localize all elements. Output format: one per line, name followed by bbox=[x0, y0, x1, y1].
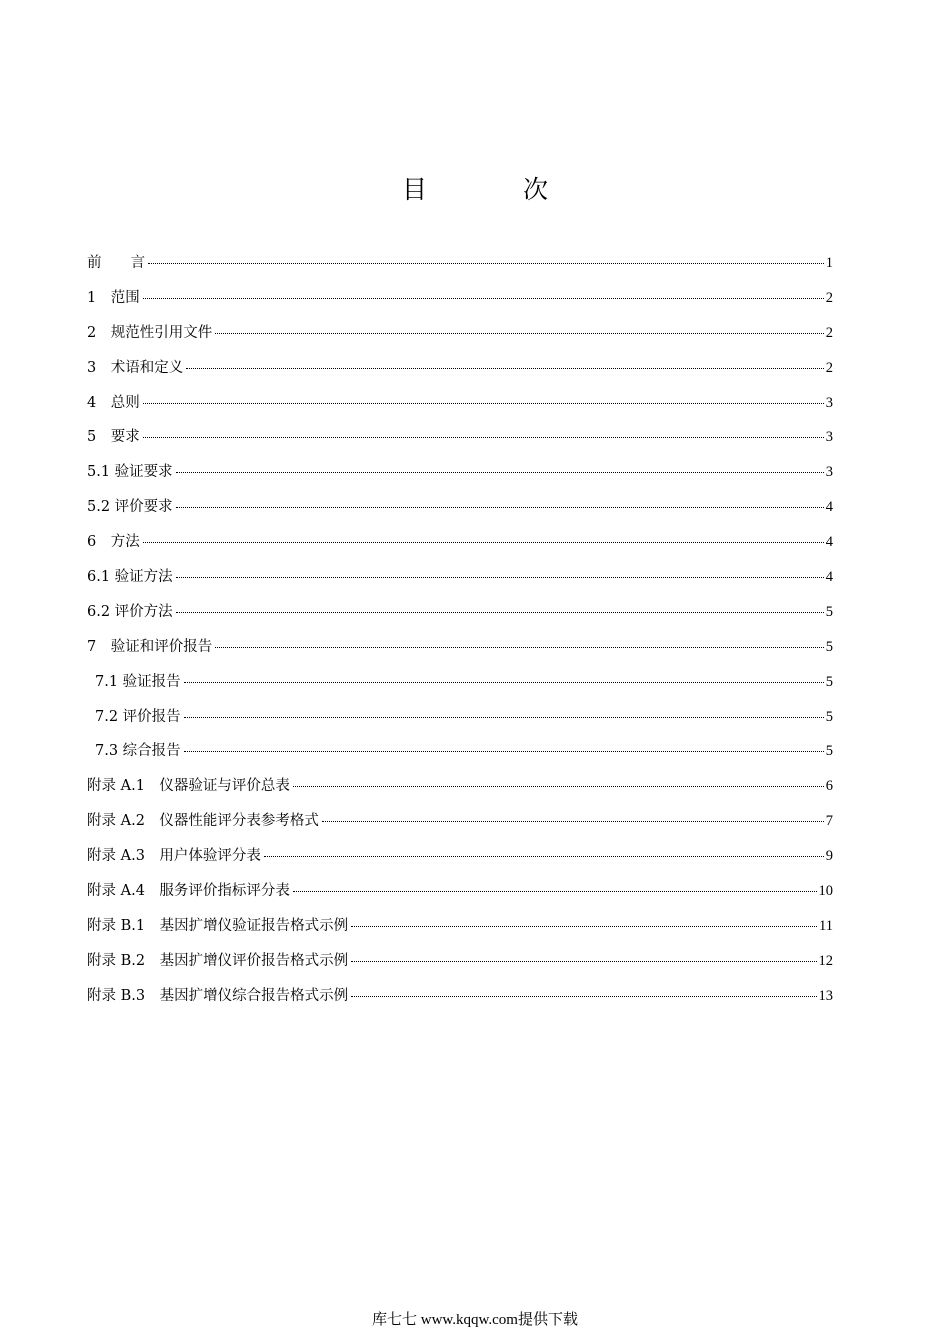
toc-entry-appendix-b2[interactable] bbox=[87, 948, 833, 983]
toc-entry-label: 7 验证和评价报告 bbox=[87, 638, 213, 655]
toc-page-number: 3 bbox=[825, 429, 833, 446]
toc-page-number: 5 bbox=[825, 673, 833, 690]
toc-entry-appendix-a2[interactable] bbox=[87, 808, 833, 843]
toc-page-number: 5 bbox=[825, 743, 833, 760]
toc-entry-2[interactable] bbox=[87, 320, 833, 355]
dot-leader bbox=[351, 996, 816, 997]
toc-entry-label: 附录 A.4 服务评价指标评分表 bbox=[87, 883, 290, 900]
toc-entry-appendix-b1[interactable] bbox=[87, 913, 833, 948]
toc-page-number: 13 bbox=[818, 987, 833, 1004]
toc-page-number: 12 bbox=[818, 952, 833, 969]
toc-page-number: 7 bbox=[825, 813, 833, 830]
table-of-contents bbox=[87, 250, 833, 1018]
dot-leader bbox=[184, 717, 824, 718]
toc-page-number: 4 bbox=[825, 499, 833, 516]
toc-entry-label: 前 言 bbox=[87, 255, 145, 271]
toc-entry-label: 4 总则 bbox=[87, 394, 140, 411]
toc-entry-appendix-a4[interactable] bbox=[87, 878, 833, 913]
toc-entry-4[interactable] bbox=[87, 390, 833, 425]
toc-entry-5[interactable] bbox=[87, 424, 833, 459]
toc-page-number: 6 bbox=[825, 778, 833, 795]
toc-page-number: 5 bbox=[825, 638, 833, 655]
dot-leader bbox=[293, 891, 817, 892]
toc-entry-label: 附录 B.3 基因扩增仪综合报告格式示例 bbox=[87, 987, 349, 1004]
dot-leader bbox=[143, 437, 824, 438]
toc-page-number: 4 bbox=[825, 534, 833, 551]
dot-leader bbox=[351, 961, 816, 962]
toc-entry-6-1[interactable] bbox=[87, 564, 833, 599]
toc-page-number: 2 bbox=[825, 324, 833, 341]
toc-entry-label: 6.2 评价方法 bbox=[87, 603, 173, 620]
dot-leader bbox=[143, 403, 824, 404]
page-title: 目 次 bbox=[402, 175, 592, 204]
toc-entry-label: 1 范围 bbox=[87, 289, 140, 306]
toc-entry-label: 附录 B.1 基因扩增仪验证报告格式示例 bbox=[87, 917, 349, 934]
toc-entry-6[interactable] bbox=[87, 529, 833, 564]
dot-leader bbox=[176, 577, 824, 578]
toc-entry-label: 5.1 验证要求 bbox=[87, 464, 173, 481]
toc-entry-1[interactable] bbox=[87, 285, 833, 320]
toc-entry-7-3[interactable] bbox=[87, 738, 833, 773]
toc-entry-label: 5.2 评价要求 bbox=[87, 499, 173, 516]
toc-entry-appendix-b3[interactable] bbox=[87, 983, 833, 1018]
toc-entry-label: 附录 B.2 基因扩增仪评价报告格式示例 bbox=[87, 952, 349, 969]
toc-page-number: 1 bbox=[825, 255, 833, 271]
toc-page-number: 4 bbox=[825, 569, 833, 586]
toc-entry-label: 附录 A.1 仪器验证与评价总表 bbox=[87, 778, 290, 795]
dot-leader bbox=[322, 821, 824, 822]
toc-entry-label: 2 规范性引用文件 bbox=[87, 324, 213, 341]
toc-entry-3[interactable] bbox=[87, 355, 833, 390]
dot-leader bbox=[176, 472, 824, 473]
toc-page-number: 2 bbox=[825, 289, 833, 306]
toc-entry-6-2[interactable] bbox=[87, 599, 833, 634]
dot-leader bbox=[184, 751, 824, 752]
dot-leader bbox=[293, 786, 824, 787]
toc-entry-label: 7.3 综合报告 bbox=[95, 743, 181, 760]
toc-entry-7-1[interactable] bbox=[87, 669, 833, 704]
dot-leader bbox=[186, 368, 824, 369]
toc-page-number: 10 bbox=[818, 883, 833, 900]
toc-entry-label: 6 方法 bbox=[87, 534, 140, 551]
dot-leader bbox=[215, 333, 824, 334]
footer-watermark: 库七七 www.kqqw.com提供下载 bbox=[372, 1312, 578, 1328]
toc-entry-label: 附录 A.2 仪器性能评分表参考格式 bbox=[87, 813, 319, 830]
toc-page-number: 11 bbox=[819, 917, 833, 934]
toc-entry-label: 5 要求 bbox=[87, 429, 140, 446]
toc-entry-5-1[interactable] bbox=[87, 459, 833, 494]
dot-leader bbox=[148, 263, 824, 264]
toc-entry-foreword[interactable] bbox=[87, 250, 833, 285]
toc-entry-7[interactable] bbox=[87, 634, 833, 669]
toc-entry-appendix-a1[interactable] bbox=[87, 773, 833, 808]
toc-entry-label: 7.1 验证报告 bbox=[95, 673, 181, 690]
toc-page-number: 5 bbox=[825, 708, 833, 725]
dot-leader bbox=[176, 612, 824, 613]
toc-page-number: 5 bbox=[825, 603, 833, 620]
toc-page-number: 9 bbox=[825, 848, 833, 865]
toc-entry-label: 3 术语和定义 bbox=[87, 359, 184, 376]
dot-leader bbox=[351, 926, 817, 927]
toc-entry-5-2[interactable] bbox=[87, 494, 833, 529]
toc-entry-label: 6.1 验证方法 bbox=[87, 569, 173, 586]
dot-leader bbox=[176, 507, 824, 508]
dot-leader bbox=[143, 542, 824, 543]
toc-entry-appendix-a3[interactable] bbox=[87, 843, 833, 878]
toc-page-number: 2 bbox=[825, 359, 833, 376]
dot-leader bbox=[143, 298, 824, 299]
toc-entry-label: 附录 A.3 用户体验评分表 bbox=[87, 848, 261, 865]
toc-page-number: 3 bbox=[825, 464, 833, 481]
toc-entry-label: 7.2 评价报告 bbox=[95, 708, 181, 725]
toc-entry-7-2[interactable] bbox=[87, 704, 833, 739]
dot-leader bbox=[184, 682, 824, 683]
toc-page-number: 3 bbox=[825, 394, 833, 411]
dot-leader bbox=[215, 647, 824, 648]
dot-leader bbox=[264, 856, 824, 857]
